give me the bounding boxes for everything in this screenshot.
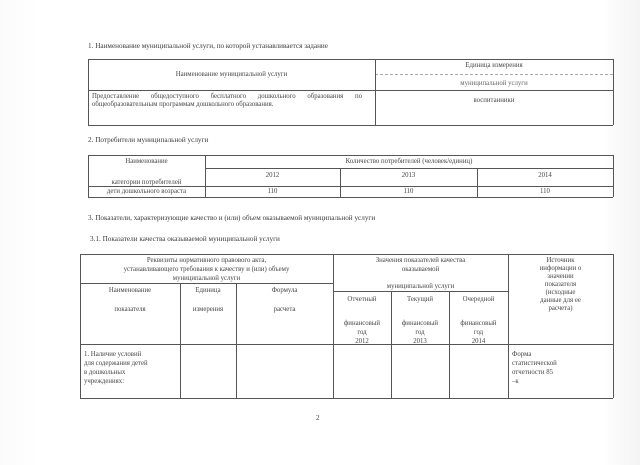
row1-line-1: 1. Наличие условий <box>84 351 142 358</box>
col-unit-2: измерения <box>192 306 224 313</box>
god-3: год <box>473 329 484 336</box>
period-year-2013: 2013 <box>413 338 427 345</box>
row1-line-3: в дошкольных <box>84 369 126 376</box>
source-header-3: значении <box>547 273 574 280</box>
row1-source-2: статистической <box>512 360 557 367</box>
col-consumers-count: Количество потребителей (человек/единиц) <box>345 158 473 165</box>
row-category-label: дети дошкольного возраста <box>106 188 187 195</box>
period-year-2012: 2012 <box>355 338 369 345</box>
source-header-1: Источник <box>546 257 575 264</box>
col-service-name-header: Наименование муниципальной услуги <box>175 71 288 78</box>
value-2013: 110 <box>403 188 414 195</box>
requisites-header-1: Реквизиты нормативного правового акта, <box>146 257 267 264</box>
god-1: год <box>357 329 367 336</box>
values-header-3: муниципальной услуги <box>386 283 455 290</box>
period-year-2014: 2014 <box>471 338 486 345</box>
unit-value: муниципальной услуги <box>460 80 528 87</box>
page-number: 2 <box>316 414 320 422</box>
col-formula: Формула <box>271 287 298 294</box>
col-reporting: Отчетный <box>347 296 377 303</box>
source-header-4: показателя <box>544 281 577 288</box>
service-unit-value: воспитанники <box>473 97 515 104</box>
row1-line-4: учреждениях: <box>84 378 125 385</box>
col-category-sub: категории потребителей <box>111 179 182 186</box>
fin-year-3: финансовый <box>460 320 497 327</box>
god-2: год <box>415 329 425 336</box>
row1-source-1: Форма <box>512 351 532 358</box>
source-header-7: расчета) <box>548 305 573 312</box>
values-header-2: оказываемой <box>401 266 440 273</box>
source-header-5: (исходные <box>545 289 576 296</box>
requisites-header-3: муниципальной услуги <box>172 275 241 282</box>
col-current: Текущий <box>406 296 434 303</box>
col-unit-header: Единица измерения <box>465 62 523 69</box>
year-2013: 2013 <box>401 172 416 179</box>
value-2014: 110 <box>540 188 550 195</box>
year-2014: 2014 <box>538 172 552 179</box>
section-1-heading: 1. Наименование муниципальной услуги, по которой устанавливается задание <box>88 42 328 50</box>
fin-year-2: финансовый <box>401 320 439 327</box>
col-indicator-name: Наименование <box>108 287 152 294</box>
col-next: Очередной <box>462 296 495 303</box>
row1-line-2: для содержания детей <box>84 360 148 367</box>
row1-source-3: отчетности 85 <box>512 369 554 376</box>
service-description: Предоставление общедоступного бесплатного дошкольного образования по общеобразовательным программам дошкольного образования. <box>92 93 362 108</box>
requisites-header-2: устанавливающего требования к качеству и (или) объему <box>123 266 290 273</box>
section-3-heading: 3. Показатели, характеризующие качество и (или) объем оказываемой муниципальной услуги <box>88 214 376 222</box>
section-2-heading: 2. Потребители муниципальной услуги <box>88 136 209 144</box>
source-header-2: информации о <box>539 265 582 272</box>
fin-year-1: финансовый <box>343 320 381 327</box>
year-2012: 2012 <box>265 172 280 179</box>
section-3-1-heading: 3.1. Показатели качества оказываемой муниципальной услуги <box>90 235 280 243</box>
row1-source-4: –к <box>512 378 519 385</box>
col-category-name: Наименование <box>125 158 168 165</box>
col-unit: Единица <box>195 287 221 294</box>
value-2012: 110 <box>267 188 278 195</box>
col-indicator-name-2: показателя <box>114 306 146 313</box>
col-formula-2: расчета <box>273 306 296 313</box>
source-header-6: данные для ее <box>540 297 581 304</box>
values-header-1: Значения показателей качества <box>375 257 466 264</box>
